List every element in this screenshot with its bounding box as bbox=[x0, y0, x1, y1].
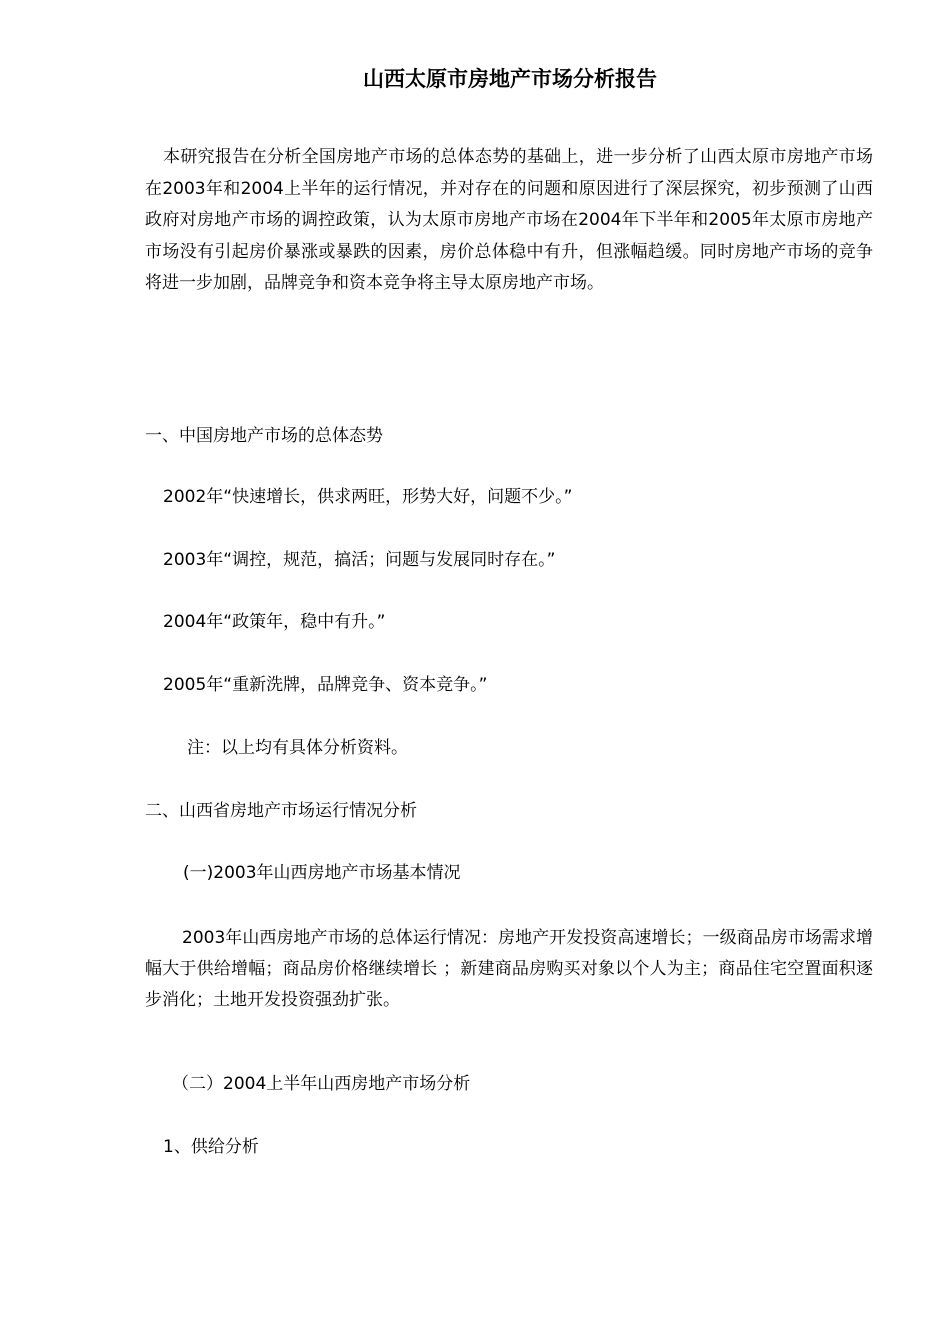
section-2-heading: 二、山西省房地产市场运行情况分析 bbox=[145, 801, 417, 821]
note-text: 注：以上均有具体分析资料。 bbox=[187, 738, 408, 758]
subsection-1-body: 2003年山西房地产市场的总体运行情况：房地产开发投资高速增长；一级商品房市场需求增幅大于供给增幅；商品房价格继续增长 ；新建商品房购买对象以个人为主；商品住宅空置面积逐步消化；土地开发投资强劲扩张。 bbox=[145, 928, 873, 1010]
abstract-paragraph: 本研究报告在分析全国房地产市场的总体态势的基础上，进一步分析了山西太原市房地产市场在2003年和2004上半年的运行情况，并对存在的问题和原因进行了深层探究，初步预测了山西政府对房地产市场的调控政策，认为太原市房地产市场在2004年下半年和2005年太原市房地产市场没有引起房价暴涨或暴跌的因素，房价总体稳中有升，但涨幅趋缓。同时房地产市场的竞争将进一步加剧，品牌竞争和资本竞争将主导太原房地产市场。 bbox=[145, 147, 873, 293]
subsection-2-heading: （二）2004上半年山西房地产市场分析 bbox=[172, 1074, 471, 1094]
year-item-2002: 2002年“快速增长，供求两旺，形势大好，问题不少。” bbox=[163, 487, 573, 507]
item-1-heading: 1、供给分析 bbox=[163, 1137, 259, 1157]
year-item-2003: 2003年“调控，规范，搞活；问题与发展同时存在。” bbox=[163, 550, 556, 570]
year-item-2004: 2004年“政策年，稳中有升。” bbox=[163, 612, 386, 632]
subsection-1-heading: (一)2003年山西房地产市场基本情况 bbox=[183, 863, 461, 883]
section-1-heading: 一、中国房地产市场的总体态势 bbox=[145, 426, 383, 446]
year-item-2005: 2005年“重新洗牌，品牌竞争、资本竞争。” bbox=[163, 675, 488, 695]
document-title: 山西太原市房地产市场分析报告 bbox=[363, 67, 657, 91]
